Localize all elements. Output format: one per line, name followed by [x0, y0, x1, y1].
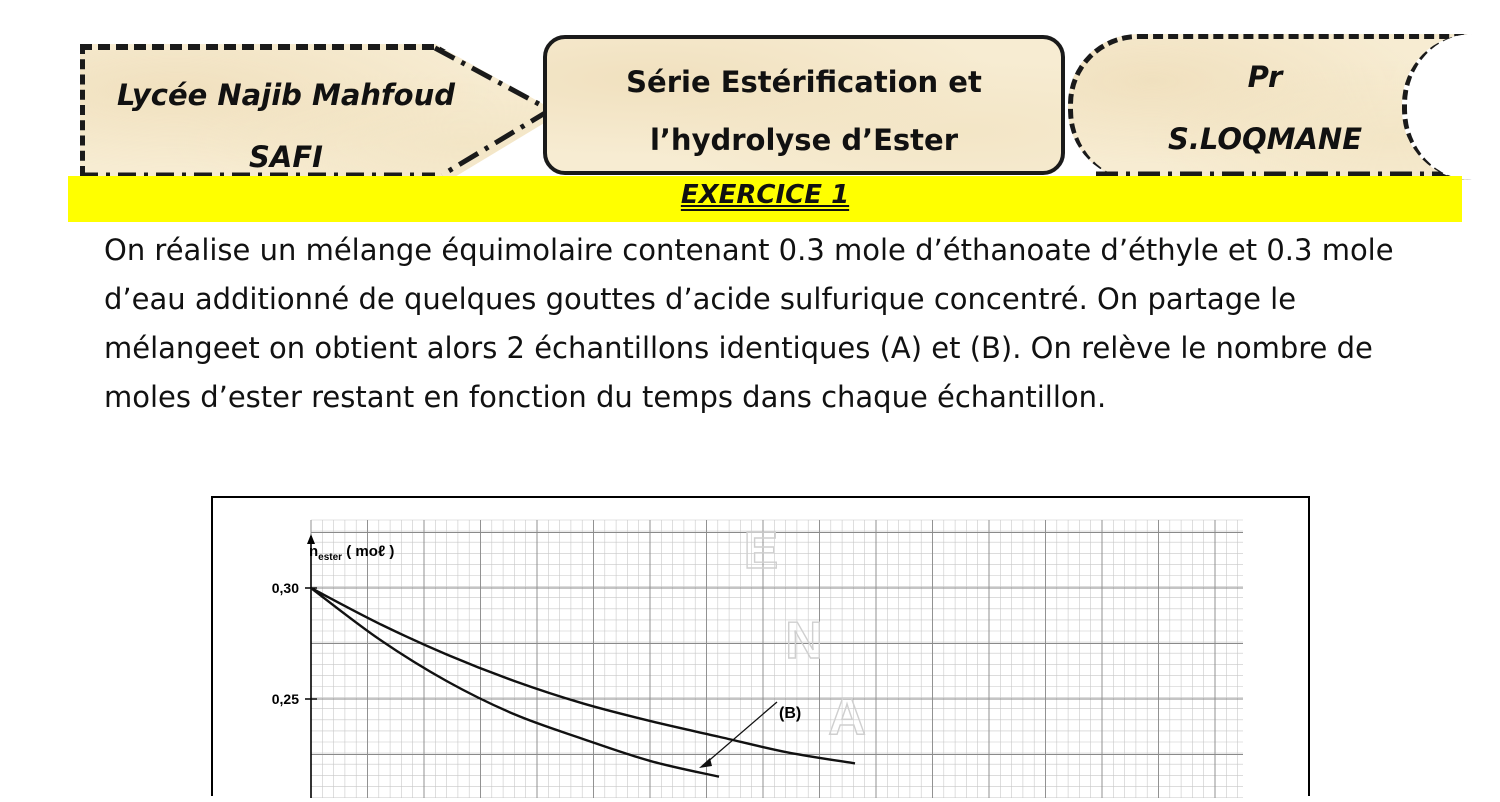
y-tick-label: 0,30	[271, 580, 299, 596]
exercise-title-bar	[68, 176, 1462, 222]
watermark-letter: E	[743, 522, 779, 580]
watermark-letter: N	[785, 612, 823, 670]
school-city: SAFI	[249, 140, 323, 174]
exercise-statement: On réalise un mélange équimolaire contenant 0.3 mole d’éthanoate d’éthyle et 0.3 mole d’eau additionné de quelques gouttes d’acide sulfurique concentré. On partage le mélangeet on obtient alors 2 échantillons identiques (A) et (B). On relève le nombre de moles d’ester restant en fonction du temps dans chaque échantillon.	[104, 233, 1394, 414]
annotation-b-arrowhead	[699, 758, 712, 768]
y-axis-label: $n_{ester}$ ( moℓ )	[309, 543, 395, 563]
header-school-text	[96, 64, 476, 188]
chart-svg	[213, 498, 1308, 798]
chart-frame	[211, 496, 1310, 796]
series-title-line2: l’hydrolyse d’Ester	[649, 123, 959, 157]
header-teacher-text	[1090, 46, 1440, 170]
series-title-line1: Série Estérification et	[626, 65, 982, 99]
header-series-block	[543, 35, 1065, 175]
exercise-title: EXERCICE 1	[680, 180, 850, 210]
teacher-title: Pr	[1247, 60, 1283, 94]
school-name: Lycée Najib Mahfoud	[116, 78, 456, 112]
teacher-name: S.LOQMANE	[1167, 122, 1363, 156]
watermark-letter: A	[828, 688, 866, 746]
y-tick-label: 0,25	[271, 691, 299, 707]
annotation-b-label: (B)	[779, 705, 802, 722]
